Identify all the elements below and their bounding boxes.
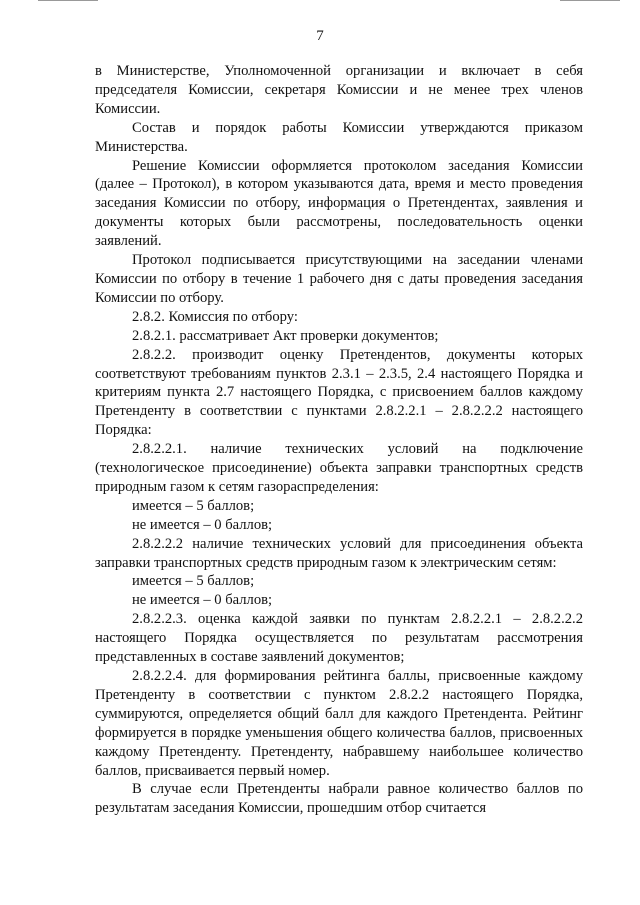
paragraph: 2.8.2.2.3. оценка каждой заявки по пунктам 2.8.2.2.1 – 2.8.2.2.2 настоящего Порядка осуществляется по результатам рассмотрения представленных в составе заявлений документов; [95,611,583,666]
paragraph: В случае если Претенденты набрали равное количество баллов по результатам заседания Комиссии, прошедшим отбор считается [95,781,583,817]
paragraph: Решение Комиссии оформляется протоколом заседания Комиссии (далее – Протокол), в котором указываются дата, время и место проведения заседания Комиссии по отбору, информация о Претендентах, заявления и документы которых были рассмотрены, последовательность оценки заявлений. [95,157,583,250]
paragraph: не имеется – 0 баллов; [132,592,273,609]
paragraph: имеется – 5 баллов; [132,573,255,590]
paragraph: имеется – 5 баллов; [132,497,255,514]
paragraph: 2.8.2.2.2 наличие технических условий для присоединения объекта заправки транспортных средств природным газом к электрическим сетям: [95,535,583,571]
paragraph: 2.8.2.2. производит оценку Претендентов, документы которых соответствуют требованиям пунктов 2.3.1 – 2.3.5, 2.4 настоящего Порядка и критериям пункта 2.7 настоящего Порядка, с присвоением баллов каждому Претенденту в соответствии с пунктами 2.8.2.2.1 – 2.8.2.2.2 настоящего Порядка: [95,346,583,439]
body-text [95,62,583,818]
paragraph: в Министерстве, Уполномоченной организации и включает в себя председателя Комиссии, секретаря Комиссии и не менее трех членов Комиссии. [95,63,583,117]
paragraph: 2.8.2. Комиссия по отбору: [132,308,298,325]
page-number: 7 [316,28,324,44]
paragraph: Протокол подписывается присутствующими на заседании членами Комиссии по отбору в течение 1 рабочего дня с даты проведения заседания Комиссии по отбору. [95,252,583,306]
top-edge [0,0,640,2]
paragraph: 2.8.2.1. рассматривает Акт проверки документов; [132,327,439,344]
paragraph: не имеется – 0 баллов; [132,516,273,533]
paragraph: 2.8.2.2.4. для формирования рейтинга баллы, присвоенные каждому Претенденту в соответствии с пунктом 2.8.2.2 настоящего Порядка, суммируются, определяется общий балл для каждого Претендента. Рейтинг формируется в порядке уменьшения общего количества баллов, присвоенных каждому Претенденту. Претенденту, набравшему наибольшее количество баллов, присваивается первый номер. [95,668,583,779]
paragraph: 2.8.2.2.1. наличие технических условий на подключение (технологическое присоединение) объекта заправки транспортных средств природным газом к сетям газораспределения: [95,441,583,495]
paragraph: Состав и порядок работы Комиссии утверждаются приказом Министерства. [95,119,583,155]
